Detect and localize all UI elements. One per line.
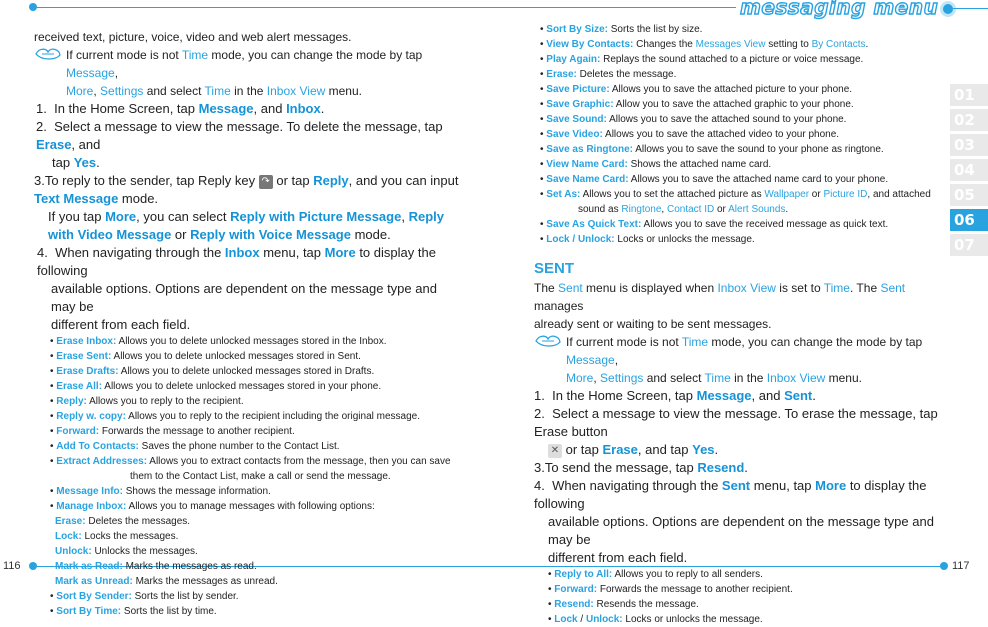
sent-step-3: 3.To send the message, tap Resend. <box>534 460 748 475</box>
chapter-tab-03[interactable]: 03 <box>950 134 988 156</box>
list-item: • Erase Drafts: Allows you to delete unlocked messages stored in Drafts. <box>50 366 375 377</box>
chapter-tab-05[interactable]: 05 <box>950 184 988 206</box>
list-item: • Erase All: Allows you to delete unlocked messages stored in your phone. <box>50 381 382 392</box>
page-number-left: 116 <box>3 560 21 572</box>
list-item: Lock: Locks the messages. <box>55 531 179 542</box>
chapter-tab-06[interactable]: 06 <box>950 209 988 231</box>
sent-step-1: 1. In the Home Screen, tap Message, and Sent. <box>534 388 816 403</box>
chapter-tab-02[interactable]: 02 <box>950 109 988 131</box>
chapter-tabs <box>950 84 988 259</box>
chapter-tab-01[interactable]: 01 <box>950 84 988 106</box>
memo-icon <box>534 333 566 387</box>
step-3: 3.To reply to the sender, tap Reply key ↷ or tap Reply, and you can input Text Message mode. If you tap More, you can select Reply with Picture Message, Reply with Video Message or Reply with Voice Message mode. <box>34 173 459 242</box>
sent-intro: The Sent menu is displayed when Inbox View is set to Time. The Sent manages already sent or waiting to be sent messages. <box>534 281 906 331</box>
top-rule-right <box>953 8 988 9</box>
top-rule <box>34 7 736 8</box>
chapter-tab-07[interactable]: 07 <box>950 234 988 256</box>
bottom-right-dot <box>940 562 948 570</box>
list-item: • Set As: Allows you to set the attached picture as Wallpaper or Picture ID, and attached sound as Ringtone, Contact ID or Alert Sounds. <box>540 189 931 215</box>
memo-icon <box>34 46 66 100</box>
list-item: • Play Again: Replays the sound attached to a picture or voice message. <box>540 54 864 65</box>
intro-text: received text, picture, voice, video and web alert messages. <box>34 30 352 44</box>
step-4: 4. When navigating through the Inbox menu, tap More to display the following available options. Options are dependent on the message type and may be different from each field. <box>37 245 437 332</box>
list-item: Unlock: Unlocks the messages. <box>55 546 198 557</box>
step-2: 2. Select a message to view the message. To delete the message, tap Erase, and tap Yes. <box>36 119 443 170</box>
list-item: • Sort By Size: Sorts the list by size. <box>540 24 703 35</box>
list-item: • Save Graphic: Allow you to save the attached graphic to your phone. <box>540 99 854 110</box>
list-item: • Save as Ringtone: Allows you to save the sound to your phone as ringtone. <box>540 144 884 155</box>
list-item: • Save Sound: Allows you to save the attached sound to your phone. <box>540 114 847 125</box>
list-item: • Reply to All: Allows you to reply to all senders. <box>548 569 763 580</box>
list-item: • Erase Inbox: Allows you to delete unlocked messages stored in the Inbox. <box>50 336 387 347</box>
right-page-column <box>534 22 939 627</box>
mode-note-sent: If current mode is not Time mode, you can change the mode by tap Message, More, Settings and select Time in the Inbox View menu. <box>534 333 939 387</box>
top-left-dot <box>29 3 37 11</box>
page-number-right: 117 <box>952 560 970 572</box>
list-item: • Extract Addresses: Allows you to extract contacts from the message, then you can save them to the Contact List, make a call or send the message. <box>50 456 451 482</box>
list-item: • Lock / Unlock: Locks or unlocks the message. <box>548 614 763 625</box>
step-1: 1. In the Home Screen, tap Message, and Inbox. <box>36 101 325 116</box>
chapter-tab-04[interactable]: 04 <box>950 159 988 181</box>
list-item: • View Name Card: Shows the attached name card. <box>540 159 772 170</box>
list-item: • Save Picture: Allows you to save the attached picture to your phone. <box>540 84 853 95</box>
left-page-column <box>34 28 464 619</box>
list-item: • Erase Sent: Allows you to delete unlocked messages stored in Sent. <box>50 351 361 362</box>
reply-key-icon: ↷ <box>259 175 273 189</box>
sub-options <box>50 514 464 589</box>
sent-step-2: 2. Select a message to view the message. To erase the message, tap Erase button ✕ or tap Erase, and tap Yes. <box>534 406 938 457</box>
list-item: • Resend: Resends the message. <box>548 599 699 610</box>
erase-button-icon: ✕ <box>548 444 562 458</box>
list-item: • Reply: Allows you to reply to the recipient. <box>50 396 244 407</box>
list-item: • Save Name Card: Allows you to save the attached name card to your phone. <box>540 174 889 185</box>
sent-option-list <box>534 567 939 627</box>
option-list <box>34 334 464 619</box>
section-title: messaging menu <box>740 0 939 19</box>
list-item: Erase: Deletes the messages. <box>55 516 191 527</box>
list-item: Mark as Read: Marks the messages as read. <box>55 561 257 572</box>
list-item: • Forward: Forwards the message to another recipient. <box>548 584 793 595</box>
list-item: • Erase: Deletes the message. <box>540 69 677 80</box>
top-right-dot <box>943 4 953 14</box>
list-item: • Message Info: Shows the message information. <box>50 486 271 497</box>
list-item: • Save As Quick Text: Allows you to save the received message as quick text. <box>540 219 889 230</box>
list-item: • Lock / Unlock: Locks or unlocks the message. <box>540 234 755 245</box>
list-item: • Add To Contacts: Saves the phone number to the Contact List. <box>50 441 340 452</box>
list-item: • Manage Inbox: Allows you to manage messages with following options: <box>50 501 375 512</box>
list-item: • View By Contacts: Changes the Messages View setting to By Contacts. <box>540 39 869 50</box>
list-item: • Sort By Time: Sorts the list by time. <box>50 606 217 617</box>
option-list-continued <box>534 22 939 247</box>
sent-step-4: 4. When navigating through the Sent menu, tap More to display the following available options. Options are dependent on the message type and may be different from each field. <box>534 478 934 565</box>
list-item: • Forward: Forwards the message to another recipient. <box>50 426 295 437</box>
list-item: • Sort By Sender: Sorts the list by sender. <box>50 591 239 602</box>
mode-note: If current mode is not Time mode, you can change the mode by tap Message, More, Settings and select Time in the Inbox View menu. <box>34 46 464 100</box>
list-item: • Reply w. copy: Allows you to reply to the recipient including the original message. <box>50 411 420 422</box>
list-item: • Save Video: Allows you to save the attached video to your phone. <box>540 129 840 140</box>
list-item: Mark as Unread: Marks the messages as unread. <box>55 576 278 587</box>
sent-heading: SENT <box>534 260 575 277</box>
